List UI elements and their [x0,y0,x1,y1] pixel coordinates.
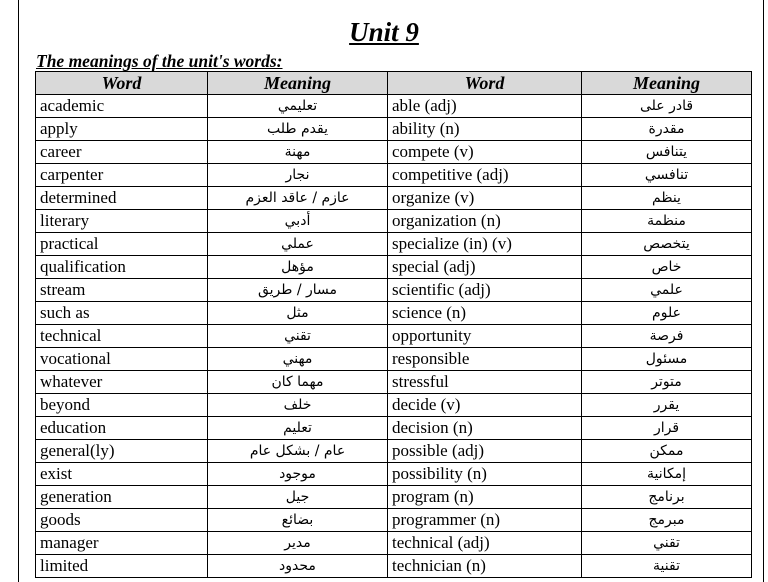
meaning-cell: تقني [582,532,752,555]
meaning-cell: أدبي [208,210,388,233]
meaning-cell: عملي [208,233,388,256]
meaning-cell: مهما كان [208,371,388,394]
table-row [36,187,752,210]
word-cell: general(ly) [36,440,208,463]
meaning-cell: مهني [208,348,388,371]
table-row [36,555,752,578]
meaning-cell: مقدرة [582,118,752,141]
meaning-cell: نجار [208,164,388,187]
table-row [36,532,752,555]
word-cell: whatever [36,371,208,394]
table-row [36,371,752,394]
word-cell: program (n) [388,486,582,509]
section-subtitle: The meanings of the unit's words: [36,51,283,71]
table-row [36,164,752,187]
word-cell: science (n) [388,302,582,325]
meaning-cell: تقنية [582,555,752,578]
table-row [36,210,752,233]
word-cell: stressful [388,371,582,394]
header-meaning: Meaning [582,72,752,95]
meaning-cell: تقني [208,325,388,348]
word-cell: career [36,141,208,164]
word-cell: organize (v) [388,187,582,210]
word-cell: determined [36,187,208,210]
meaning-cell: متوتر [582,371,752,394]
word-cell: limited [36,555,208,578]
meaning-cell: برنامج [582,486,752,509]
table-row [36,256,752,279]
word-cell: academic [36,95,208,118]
meaning-cell: بضائع [208,509,388,532]
meaning-cell: ممكن [582,440,752,463]
meaning-cell: ينظم [582,187,752,210]
table-row [36,417,752,440]
meaning-cell: خلف [208,394,388,417]
word-cell: possibility (n) [388,463,582,486]
word-cell: decide (v) [388,394,582,417]
word-cell: opportunity [388,325,582,348]
meaning-cell: يقدم طلب [208,118,388,141]
meaning-cell: قرار [582,417,752,440]
table-row [36,95,752,118]
word-cell: apply [36,118,208,141]
meaning-cell: يتخصص [582,233,752,256]
word-cell: goods [36,509,208,532]
page-title: Unit 9 [349,17,419,47]
word-cell: specialize (in) (v) [388,233,582,256]
word-cell: exist [36,463,208,486]
meaning-cell: قادر على [582,95,752,118]
table-header-row [36,72,752,95]
word-cell: stream [36,279,208,302]
meaning-cell: إمكانية [582,463,752,486]
word-cell: programmer (n) [388,509,582,532]
word-cell: education [36,417,208,440]
meaning-cell: علمي [582,279,752,302]
meaning-cell: علوم [582,302,752,325]
meaning-cell: مسئول [582,348,752,371]
meaning-cell: عام / بشكل عام [208,440,388,463]
table-row [36,233,752,256]
meaning-cell: موجود [208,463,388,486]
table-row [36,279,752,302]
word-cell: scientific (adj) [388,279,582,302]
word-cell: able (adj) [388,95,582,118]
word-cell: competitive (adj) [388,164,582,187]
word-cell: generation [36,486,208,509]
header-meaning: Meaning [208,72,388,95]
word-cell: technician (n) [388,555,582,578]
meaning-cell: تعليمي [208,95,388,118]
meaning-cell: مبرمج [582,509,752,532]
meaning-cell: مهنة [208,141,388,164]
meaning-cell: مسار / طريق [208,279,388,302]
table-row [36,440,752,463]
table-row [36,463,752,486]
word-cell: beyond [36,394,208,417]
vocabulary-table [35,71,752,578]
word-cell: ability (n) [388,118,582,141]
word-cell: possible (adj) [388,440,582,463]
meaning-cell: تنافسي [582,164,752,187]
table-row [36,141,752,164]
meaning-cell: فرصة [582,325,752,348]
table-body [36,95,752,578]
table-row [36,325,752,348]
table-row [36,302,752,325]
word-cell: practical [36,233,208,256]
word-cell: carpenter [36,164,208,187]
header-word: Word [36,72,208,95]
word-cell: qualification [36,256,208,279]
meaning-cell: تعليم [208,417,388,440]
word-cell: compete (v) [388,141,582,164]
meaning-cell: خاص [582,256,752,279]
table-row [36,348,752,371]
word-cell: technical (adj) [388,532,582,555]
meaning-cell: محدود [208,555,388,578]
meaning-cell: يتنافس [582,141,752,164]
word-cell: organization (n) [388,210,582,233]
meaning-cell: يقرر [582,394,752,417]
meaning-cell: جيل [208,486,388,509]
word-cell: such as [36,302,208,325]
table-row [36,509,752,532]
meaning-cell: عازم / عاقد العزم [208,187,388,210]
word-cell: technical [36,325,208,348]
table-row [36,394,752,417]
table-row [36,118,752,141]
meaning-cell: منظمة [582,210,752,233]
word-cell: decision (n) [388,417,582,440]
meaning-cell: مدير [208,532,388,555]
header-word: Word [388,72,582,95]
word-cell: literary [36,210,208,233]
meaning-cell: مؤهل [208,256,388,279]
word-cell: special (adj) [388,256,582,279]
meaning-cell: مثل [208,302,388,325]
word-cell: manager [36,532,208,555]
table-row [36,486,752,509]
word-cell: vocational [36,348,208,371]
word-cell: responsible [388,348,582,371]
